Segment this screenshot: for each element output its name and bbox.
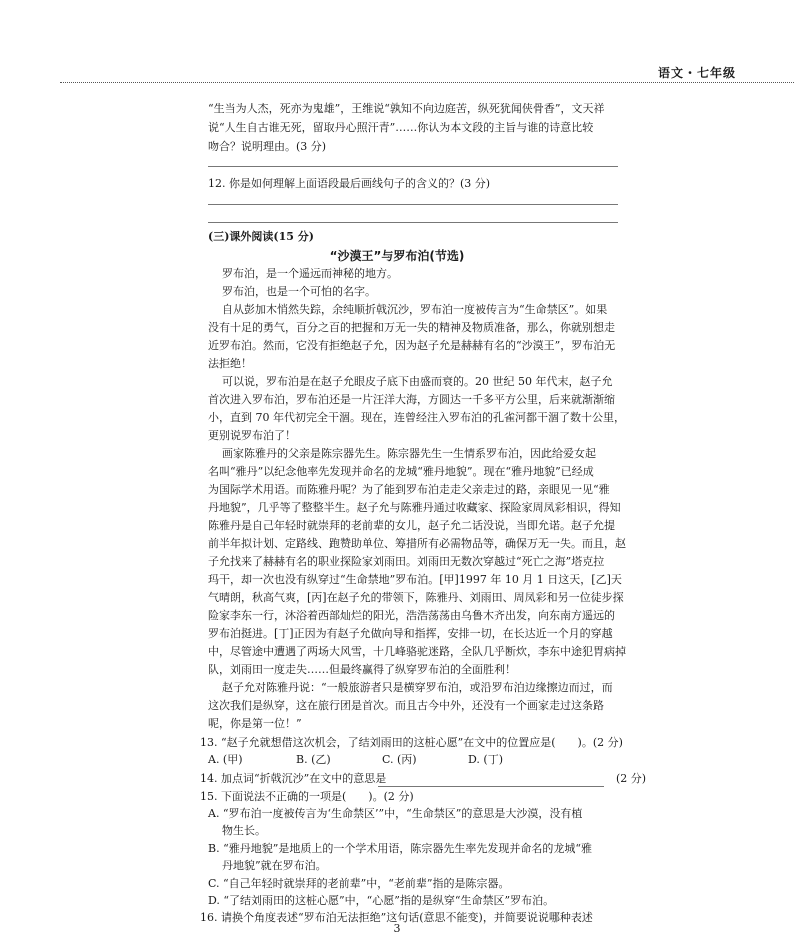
passage-line: 这次我们是纵穿，这在旅行团是首次。而且古今中外，还没有一个画家走过这条路	[208, 699, 604, 712]
q12-answer-line-1[interactable]	[208, 204, 618, 205]
passage-line: 赵子允对陈雅丹说：“一般旅游者只是横穿罗布泊，或沿罗布泊边缘擦边而过，而	[222, 681, 613, 694]
passage-line: 丹地貌”，几乎等了整整半生。赵子允与陈雅丹通过收藏家、探险家周凤彩相识，得知	[208, 501, 621, 514]
passage-line: 可以说，罗布泊是在赵子允眼皮子底下由盛而衰的。20 世纪 50 年代末，赵子允	[222, 375, 613, 388]
passage-line: 前半年拟计划、定路线、跑赞助单位、筹措所有必需物品等，确保万无一失。而且，赵	[208, 537, 626, 550]
q13-option-a[interactable]: A. (甲)	[208, 753, 243, 766]
q11-line-3: 吻合？说明理由。(3 分)	[208, 140, 327, 153]
q11-line-2: 说“人生自古谁无死，留取丹心照汗青”……你认为本文段的主旨与谁的诗意比较	[208, 121, 594, 134]
passage-line: 队，刘雨田一度走失……但最终赢得了纵穿罗布泊的全面胜利！	[208, 663, 516, 676]
q16-question: 16. 请换个角度表述“罗布泊无法拒绝”这句话(意思不能变)，并简要说说哪种表述	[200, 911, 593, 924]
passage-line: 玛干，却一次也没有纵穿过“生命禁地”罗布泊。[甲]1997 年 10 月 1 日这天，[乙]天	[208, 573, 622, 586]
subject-label: 语文・七年级	[657, 66, 736, 80]
passage-line: 罗布泊挺进。[丁]正因为有赵子允做向导和指挥，安排一切，在长达近一个月的穿越	[208, 627, 613, 640]
q13-option-d[interactable]: D. (丁)	[468, 753, 504, 766]
q15-option-a-cont: 物生长。	[222, 824, 266, 837]
q14-score: (2 分)	[616, 772, 647, 785]
page-number: 3	[393, 922, 401, 935]
passage-line: 为国际学术用语。而陈雅丹呢？为了能到罗布泊走走父亲走过的路，亲眼见一见“雅	[208, 483, 610, 496]
passage-line: 名叫“雅丹”以纪念他率先发现并命名的龙城“雅丹地貌”。现在“雅丹地貌”已经成	[208, 465, 594, 478]
q14-answer-line[interactable]	[378, 786, 604, 787]
q15-option-b[interactable]: B. “雅丹地貌”是地质上的一个学术用语，陈宗器先生率先发现并命名的龙城“雅	[208, 842, 592, 855]
q13-question: 13. “赵子允就想借这次机会，了结刘雨田的这桩心愿”在文中的位置应是( )。(2 分)	[200, 736, 623, 749]
passage-line: 法拒绝！	[208, 357, 252, 370]
header-divider	[60, 82, 794, 83]
passage-line: 罗布泊，也是一个可怕的名字。	[222, 285, 376, 298]
q11-answer-line[interactable]	[208, 166, 618, 167]
passage-line: 近罗布泊。然而，它没有拒绝赵子允，因为赵子允是赫赫有名的“沙漠王”，罗布泊无	[208, 339, 616, 352]
section-heading: (三)课外阅读(15 分)	[208, 230, 314, 243]
q15-option-c[interactable]: C. “自己年轻时就崇拜的老前辈”中，“老前辈”指的是陈宗器。	[208, 877, 510, 890]
passage-line: 小，直到 70 年代初完全干涸。现在，连曾经注入罗布泊的孔雀河都干涸了数十公里，	[208, 411, 625, 424]
q15-option-d[interactable]: D. “了结刘雨田的这桩心愿”中，“心愿”指的是纵穿“生命禁区”罗布泊。	[208, 894, 555, 907]
passage-line: 画家陈雅丹的父亲是陈宗器先生。陈宗器先生一生情系罗布泊，因此给爱女起	[222, 447, 596, 460]
passage-line: 首次进入罗布泊，罗布泊还是一片汪洋大海，方圆达一千多平方公里，后来就渐渐缩	[208, 393, 615, 406]
passage-line: 自从彭加木悄然失踪，余纯顺折戟沉沙，罗布泊一度被传言为“生命禁区”。如果	[222, 303, 608, 316]
passage-line: 险家李东一行，沐浴着西部灿烂的阳光，浩浩荡荡由乌鲁木齐出发，向东南方遥远的	[208, 609, 615, 622]
passage-line: 更别说罗布泊了！	[208, 429, 296, 442]
q12-answer-line-2[interactable]	[208, 222, 618, 223]
q12-question: 12. 你是如何理解上面语段最后画线句子的含义的？(3 分)	[208, 177, 491, 190]
q13-option-c[interactable]: C. (丙)	[382, 753, 417, 766]
q14-question: 14. 加点词“折戟沉沙”在文中的意思是	[200, 772, 387, 785]
q15-option-b-cont: 丹地貌”就在罗布泊。	[222, 859, 327, 872]
passage-line: 中，尽管途中遭遇了两场大风雪，十几峰骆驼迷路，全队几乎断炊，李东中途犯胃病掉	[208, 645, 626, 658]
passage-line: 陈雅丹是自己年轻时就崇拜的老前辈的女儿，赵子允二话没说，当即允诺。赵子允提	[208, 519, 615, 532]
q11-line-1: “生当为人杰，死亦为鬼雄”，王维说“孰知不向边庭苦，纵死犹闻侠骨香”，文天祥	[208, 102, 605, 115]
passage-line: 罗布泊，是一个遥远而神秘的地方。	[222, 267, 398, 280]
passage-line: 呢，你是第一位！”	[208, 717, 302, 730]
q13-option-b[interactable]: B. (乙)	[296, 753, 331, 766]
page-header	[60, 60, 794, 84]
q15-option-a[interactable]: A. “罗布泊一度被传言为‘生命禁区’”中，“生命禁区”的意思是大沙漠，没有植	[208, 807, 583, 820]
passage-line: 子允找来了赫赫有名的职业探险家刘雨田。刘雨田无数次穿越过“死亡之海”塔克拉	[208, 555, 605, 568]
q15-question: 15. 下面说法不正确的一项是( )。(2 分)	[200, 790, 414, 803]
passage-title: “沙漠王”与罗布泊(节选)	[329, 249, 465, 263]
passage-line: 没有十足的勇气，百分之百的把握和万无一失的精神及物质准备，那么，你就别想走	[208, 321, 615, 334]
passage-line: 气晴朗，秋高气爽，[丙]在赵子允的带领下，陈雅丹、刘雨田、周凤彩和另一位徒步探	[208, 591, 624, 604]
